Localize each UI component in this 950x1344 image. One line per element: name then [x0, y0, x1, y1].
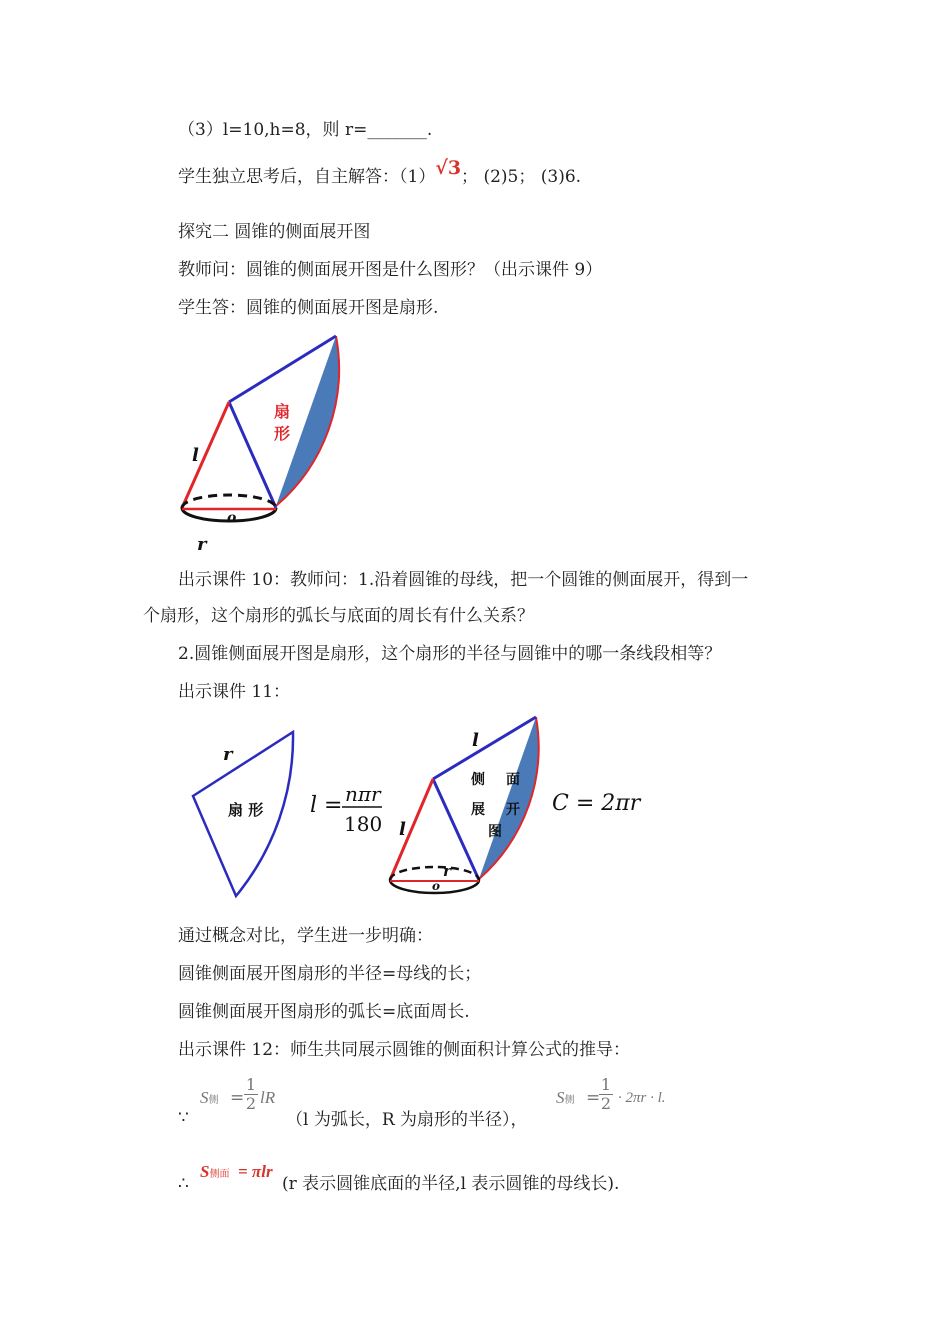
- cone-right-edge: [229, 402, 276, 508]
- courseware-12: 出示课件 12：师生共同展示圆锥的侧面积计算公式的推导：: [178, 1040, 631, 1060]
- cone-unfold-figure: [170, 330, 370, 560]
- s-side-1: S侧: [200, 1088, 219, 1107]
- formula-1-rhs: lR: [260, 1088, 276, 1107]
- s-side-2: S侧: [556, 1088, 575, 1107]
- teacher-question: 教师问：圆锥的侧面展开图是什么图形？（出示课件 9）: [178, 260, 603, 280]
- courseware-10-line1: 出示课件 10：教师问：1.沿着圆锥的母线，把一个圆锥的侧面展开，得到一: [178, 570, 749, 590]
- char-1: 侧: [471, 772, 485, 788]
- therefore-symbol: ∴: [178, 1174, 189, 1194]
- sector-name: 扇 形: [228, 801, 264, 819]
- fan-label-1: 扇: [274, 402, 291, 421]
- half-fraction-2: 1 2: [600, 1075, 612, 1113]
- r2-label: r: [443, 862, 451, 880]
- base-back: [182, 495, 276, 508]
- courseware-11: 出示课件 11：: [178, 682, 291, 702]
- sector-formula-figure: [180, 710, 660, 910]
- cone2-slant-edge: [390, 779, 433, 880]
- concept-comparison: 通过概念对比，学生进一步明确：: [178, 926, 433, 946]
- half-fraction-1: 1 2: [245, 1075, 257, 1113]
- cone-slant-edge: [182, 402, 229, 508]
- center-label: o: [227, 510, 237, 526]
- formula-2-rhs: · 2πr · l.: [618, 1090, 666, 1106]
- formula-numerator: nπr: [345, 782, 381, 806]
- circumference-formula: C = 2πr: [552, 791, 641, 816]
- radius-label: r: [197, 534, 207, 555]
- s-side-3: S侧面: [200, 1162, 230, 1181]
- sqrt3-answer: √3: [435, 157, 462, 179]
- student-answer: 学生答：圆锥的侧面展开图是扇形.: [178, 298, 439, 318]
- formula-1-note: （l 为弧长，R 为扇形的半径），: [286, 1110, 528, 1130]
- because-symbol: ∵: [178, 1108, 189, 1128]
- sector2-fill: [479, 717, 539, 879]
- sector-fill: [276, 336, 339, 506]
- slant-label: l: [192, 445, 199, 466]
- char-4: 开: [506, 802, 520, 818]
- fact-radius: 圆锥侧面展开图扇形的半径=母线的长；: [178, 964, 482, 984]
- char-2: 面: [506, 772, 520, 788]
- sector-radius-label: r: [223, 744, 233, 765]
- formula-3-note: (r 表示圆锥底面的半径,l 表示圆锥的母线长).: [282, 1174, 620, 1194]
- formula-3: = πlr: [238, 1162, 273, 1181]
- formula-denominator: 180: [344, 812, 383, 836]
- question-3: （3）l=10,h=8，则 r=_______.: [178, 120, 433, 140]
- left-l-label: l: [399, 819, 406, 840]
- question-2: 2.圆锥侧面展开图是扇形，这个扇形的半径与圆锥中的哪一条线段相等？: [178, 644, 722, 664]
- fan-label-2: 形: [274, 424, 291, 443]
- o2-label: o: [432, 879, 441, 893]
- fact-arc: 圆锥侧面展开图扇形的弧长=底面周长.: [178, 1002, 470, 1022]
- student-answers: 学生独立思考后，自主解答：（1）√3； (2)5； (3)6.: [178, 157, 582, 187]
- char-5: 图: [488, 824, 502, 840]
- section-heading: 探究二 圆锥的侧面展开图: [178, 222, 371, 242]
- char-3: 展: [471, 802, 485, 818]
- cone2-right-edge: [433, 779, 479, 880]
- top-l-label: l: [472, 730, 479, 751]
- formula-l: l =: [310, 793, 343, 818]
- courseware-10-line2: 个扇形，这个扇形的弧长与底面的周长有什么关系？: [143, 606, 534, 626]
